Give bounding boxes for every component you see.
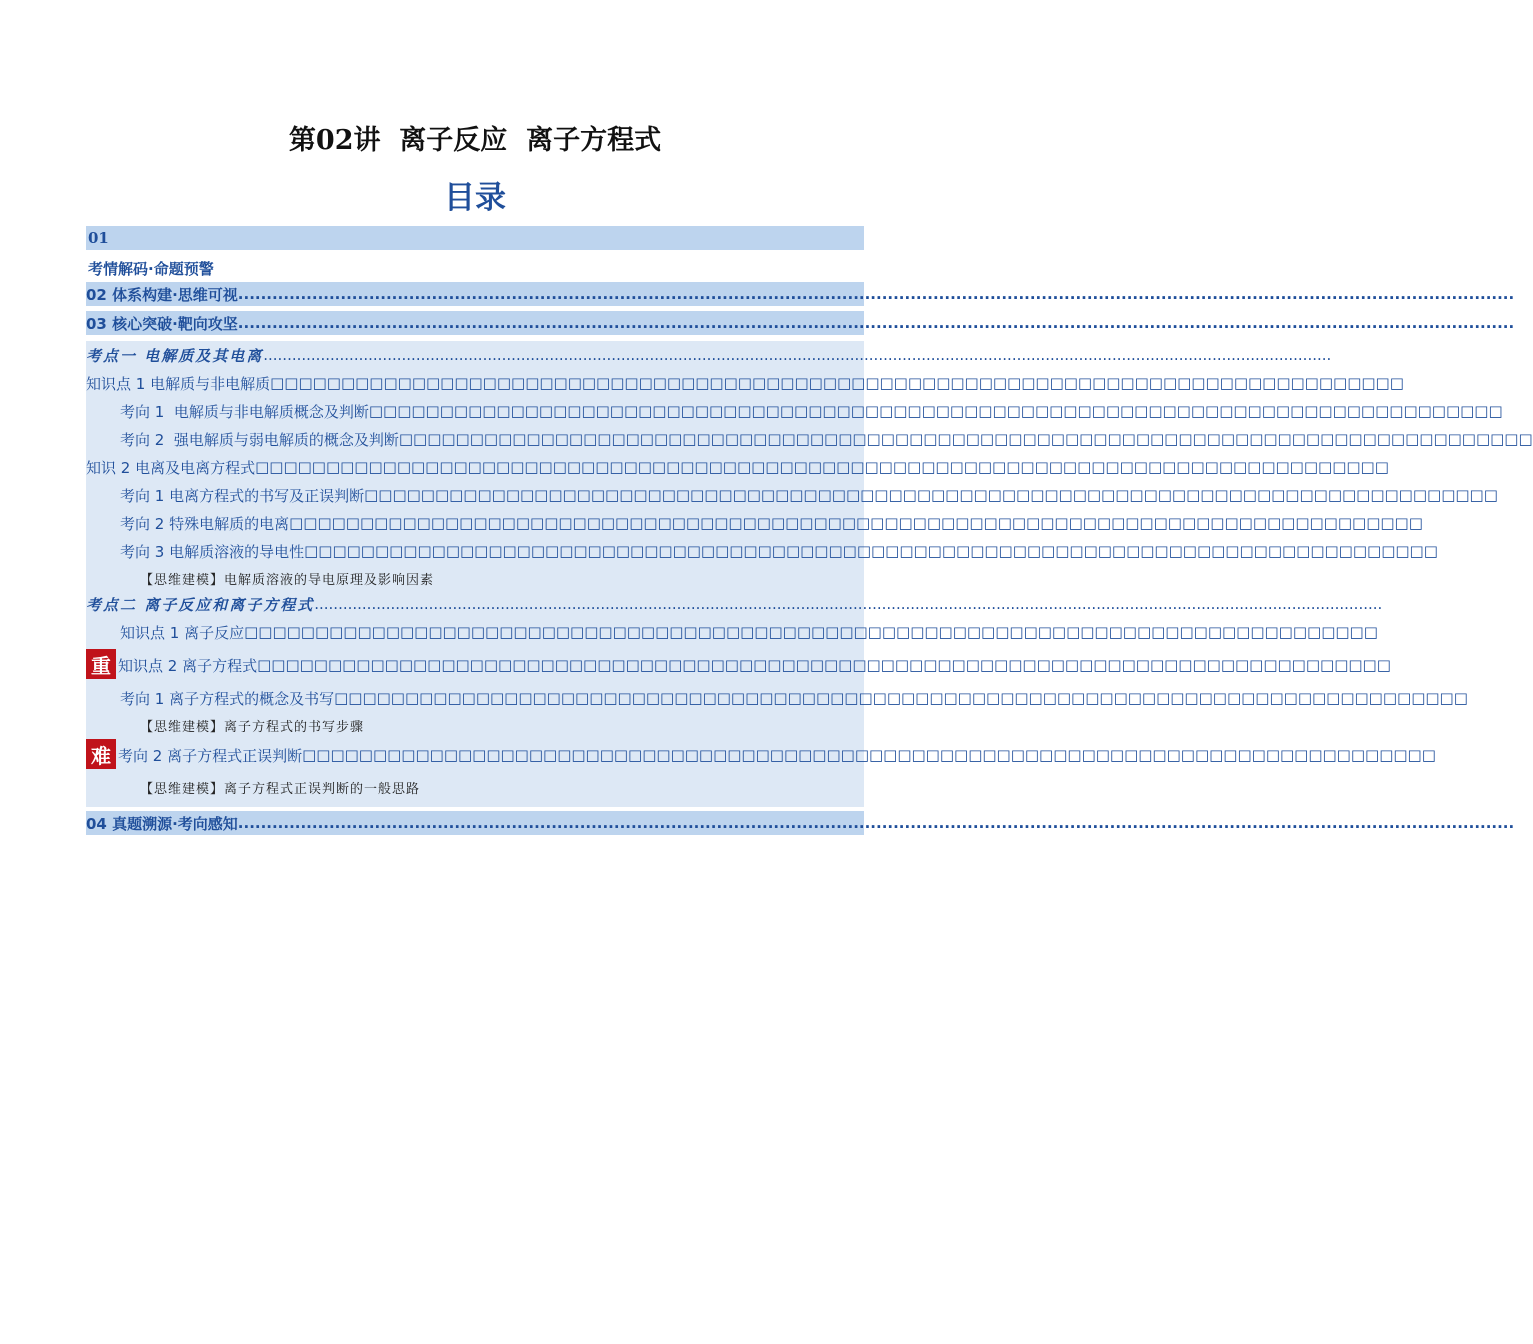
- toc-model-1[interactable]: [86, 565, 864, 591]
- toc-item-z2-k2[interactable]: [86, 509, 1423, 537]
- toc-item-label: 考向 1 电解质与非电解质概念及判断: [120, 402, 369, 421]
- box-leader: □□□□□□□□□□□□□□□□□□□□□□□□□□□□□□□□□□□□□□□□□□□□□□□□□□□□□□□□□□□□□□□□□□□□□□□□□□□□□□□□: [398, 430, 1533, 448]
- page-title: [0, 118, 950, 157]
- toc-item-label: 考向 2 强电解质与弱电解质的概念及判断: [120, 430, 399, 449]
- dot-leader: ................................................................................................................................................................................................................................: [237, 314, 1515, 332]
- toc-model-2[interactable]: [86, 713, 864, 737]
- toc-section-03-label: 03 核心突破·靶向攻坚: [86, 314, 238, 333]
- toc-heading: 目录: [444, 180, 506, 216]
- box-leader: □□□□□□□□□□□□□□□□□□□□□□□□□□□□□□□□□□□□□□□□□□□□□□□□□□□□□□□□□□□□□□□□□□□□□□□□□□□□□□□□: [368, 402, 1503, 420]
- toc-section-04[interactable]: [86, 811, 1515, 835]
- toc-item-label: 知识点 1 离子反应: [120, 623, 245, 642]
- toc-topic-2-label: 考点二 离子反应和离子方程式: [86, 595, 315, 614]
- toc-item-label: 考向 1 电离方程式的书写及正误判断: [120, 486, 365, 505]
- toc-section-04-label: 04 真题溯源·考向感知: [86, 814, 238, 833]
- box-leader: □□□□□□□□□□□□□□□□□□□□□□□□□□□□□□□□□□□□□□□□□□□□□□□□□□□□□□□□□□□□□□□□□□□□□□□□□□□□□□□□: [244, 623, 1378, 641]
- box-leader: □□□□□□□□□□□□□□□□□□□□□□□□□□□□□□□□□□□□□□□□□□□□□□□□□□□□□□□□□□□□□□□□□□□□□□□□□□□□□□□□: [334, 689, 1468, 707]
- difficult-point-badge: 难: [86, 739, 116, 769]
- toc-model-label: 【思维建模】离子方程式正误判断的一般思路: [140, 781, 421, 797]
- box-leader: □□□□□□□□□□□□□□□□□□□□□□□□□□□□□□□□□□□□□□□□□□□□□□□□□□□□□□□□□□□□□□□□□□□□□□□□□□□□□□□□: [302, 746, 1436, 764]
- toc-item-y2-k2[interactable]: [86, 737, 1436, 773]
- toc-model-label: 【思维建模】离子方程式的书写步骤: [140, 719, 365, 735]
- toc-model-label: 【思维建模】电解质溶液的导电原理及影响因素: [140, 572, 435, 588]
- toc-topic-1[interactable]: [86, 341, 1332, 369]
- title-number: 02: [315, 125, 354, 156]
- toc-item-z2-k3[interactable]: [86, 537, 1438, 565]
- title-prefix: 第: [288, 125, 316, 156]
- toc-item-z1-k1[interactable]: [86, 397, 1503, 425]
- toc-item-label: 考向 1 离子方程式的概念及书写: [120, 689, 335, 708]
- toc-item-z2[interactable]: [86, 453, 1389, 481]
- box-leader: □□□□□□□□□□□□□□□□□□□□□□□□□□□□□□□□□□□□□□□□□□□□□□□□□□□□□□□□□□□□□□□□□□□□□□□□□□□□□□□□: [270, 374, 1404, 392]
- toc-item-y2-k1[interactable]: [86, 683, 1468, 713]
- box-leader: □□□□□□□□□□□□□□□□□□□□□□□□□□□□□□□□□□□□□□□□□□□□□□□□□□□□□□□□□□□□□□□□□□□□□□□□□□□□□□□□: [289, 514, 1423, 532]
- toc-topic-1-label: 考点一 电解质及其电离: [86, 346, 264, 365]
- toc-item-label: 考向 2 特殊电解质的电离: [120, 514, 290, 533]
- toc-section-02-label: 02 体系构建·思维可视: [86, 285, 238, 304]
- title-rest: 讲 离子反应 离子方程式: [353, 125, 662, 156]
- toc-item-label: 知识点 2 离子方程式: [118, 656, 258, 675]
- dot-leader: ................................................................................................................................................................................................................................: [314, 595, 1383, 613]
- key-point-badge: 重: [86, 649, 116, 679]
- toc-item-y2[interactable]: [86, 647, 1391, 683]
- toc-section-01-number-row[interactable]: [86, 226, 864, 250]
- toc-topic-2[interactable]: [86, 591, 1383, 617]
- toc-section-02[interactable]: [86, 282, 1515, 306]
- toc-model-3[interactable]: [86, 773, 864, 801]
- toc-item-label: 考向 3 电解质溶液的导电性: [120, 542, 305, 561]
- dot-leader: ................................................................................................................................................................................................................................: [237, 814, 1515, 832]
- toc-item-z2-k1[interactable]: [86, 481, 1498, 509]
- table-of-contents: [86, 226, 1533, 835]
- toc-item-label: 考向 2 离子方程式正误判断: [118, 746, 303, 765]
- dot-leader: ................................................................................................................................................................................................................................: [263, 346, 1332, 364]
- toc-item-z1-k2[interactable]: [86, 425, 1533, 453]
- toc-section-01-number: 01: [88, 229, 109, 247]
- toc-section-03[interactable]: [86, 311, 1515, 335]
- box-leader: □□□□□□□□□□□□□□□□□□□□□□□□□□□□□□□□□□□□□□□□□□□□□□□□□□□□□□□□□□□□□□□□□□□□□□□□□□□□□□□□: [364, 486, 1498, 504]
- toc-section-01[interactable]: [86, 254, 864, 282]
- toc-section-01-label: 考情解码·命题预警: [88, 259, 214, 278]
- box-leader: □□□□□□□□□□□□□□□□□□□□□□□□□□□□□□□□□□□□□□□□□□□□□□□□□□□□□□□□□□□□□□□□□□□□□□□□□□□□□□□□: [304, 542, 1438, 560]
- box-leader: □□□□□□□□□□□□□□□□□□□□□□□□□□□□□□□□□□□□□□□□□□□□□□□□□□□□□□□□□□□□□□□□□□□□□□□□□□□□□□□□: [257, 656, 1391, 674]
- box-leader: □□□□□□□□□□□□□□□□□□□□□□□□□□□□□□□□□□□□□□□□□□□□□□□□□□□□□□□□□□□□□□□□□□□□□□□□□□□□□□□□: [255, 458, 1389, 476]
- toc-item-label: 知识 2 电离及电离方程式: [86, 458, 256, 477]
- toc-section-03-body: [86, 341, 1533, 807]
- toc-item-z1[interactable]: [86, 369, 1404, 397]
- dot-leader: ................................................................................................................................................................................................................................: [237, 285, 1515, 303]
- toc-item-label: 知识点 1 电解质与非电解质: [86, 374, 271, 393]
- toc-item-y1[interactable]: [86, 617, 1378, 647]
